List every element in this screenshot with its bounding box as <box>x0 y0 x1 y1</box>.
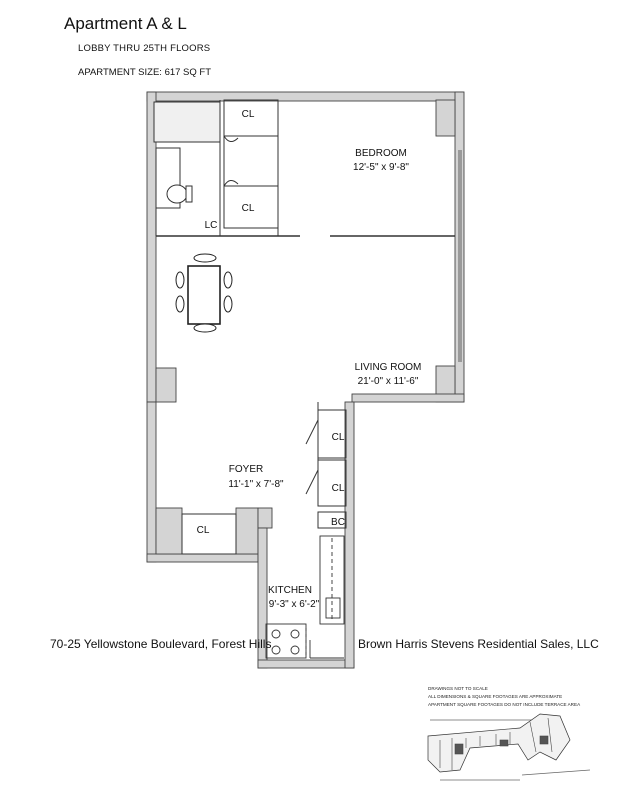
closet-label: CL <box>241 109 255 120</box>
bedroom-name: BEDROOM <box>355 148 407 159</box>
closet-label: CL <box>331 432 345 443</box>
page-title: Apartment A & L <box>64 14 187 33</box>
bathroom <box>154 100 220 236</box>
key-plan <box>428 714 590 780</box>
bedroom-dims: 12'-5" x 9'-8" <box>353 162 409 173</box>
note-line: DRAWINGS NOT TO SCALE <box>428 686 488 691</box>
closet-label: CL <box>331 483 345 494</box>
broker-name: Brown Harris Stevens Residential Sales, LLC <box>358 637 599 651</box>
foyer-closets <box>306 402 346 528</box>
bedroom-closets <box>224 100 278 236</box>
living-room-name: LIVING ROOM <box>354 362 422 373</box>
foyer-dims: 11'-1" x 7'-8" <box>228 479 284 490</box>
building-address: 70-25 Yellowstone Boulevard, Forest Hills <box>50 637 272 651</box>
note-line: ALL DIMENSIONS & SQUARE FOOTAGES ARE APPROXIMATE <box>428 694 563 699</box>
linen-closet-label: LC <box>204 220 218 231</box>
floors-subtitle: LOBBY THRU 25TH FLOORS <box>78 43 211 54</box>
kitchen-dims: 9'-3" x 6'-2" <box>268 599 320 610</box>
closet-label: CL <box>241 203 255 214</box>
note-line: APARTMENT SQUARE FOOTAGES DO NOT INCLUDE TERRACE AREA <box>428 702 581 707</box>
apartment-size: APARTMENT SIZE: 617 SQ FT <box>78 67 212 78</box>
broom-closet-label: BC <box>331 517 345 528</box>
kitchen-name: KITCHEN <box>268 585 312 596</box>
closet-label: CL <box>196 525 210 536</box>
kitchen-fixtures <box>266 536 344 658</box>
living-room-dims: 21'-0" x 11'-6" <box>357 376 419 387</box>
foyer-name: FOYER <box>228 464 264 475</box>
dining-table <box>176 254 232 332</box>
